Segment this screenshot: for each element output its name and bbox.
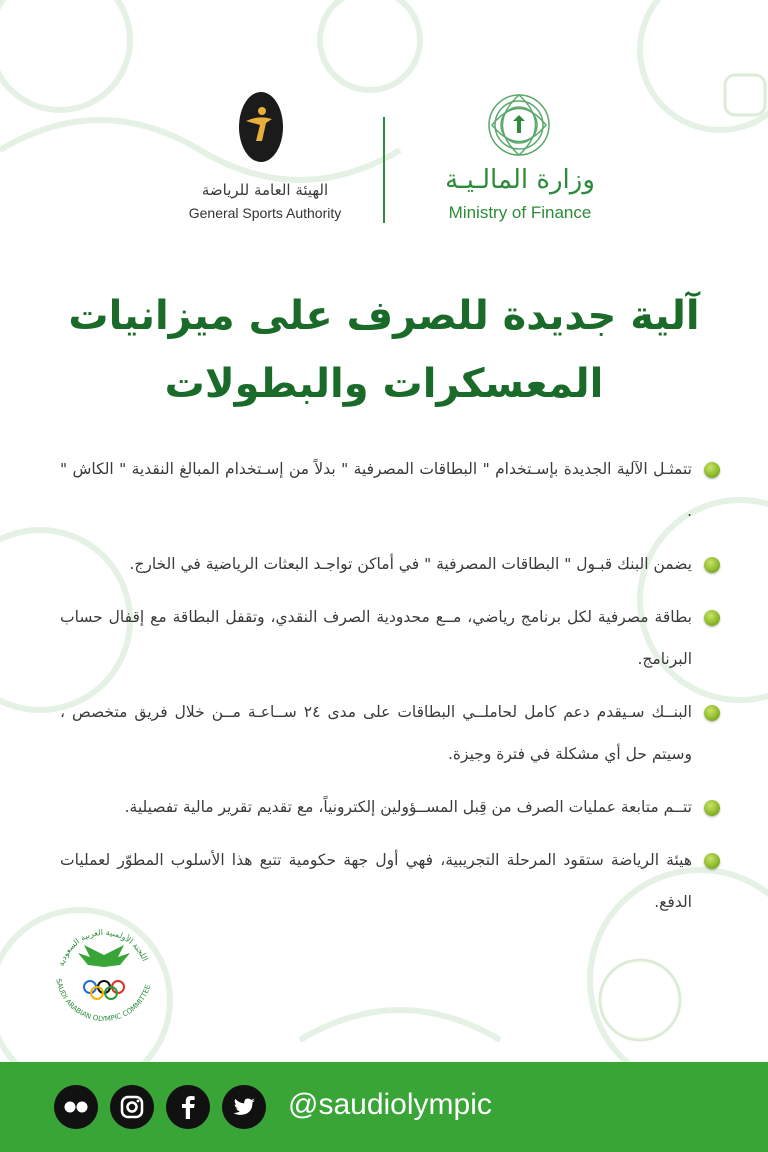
gsa-emblem-icon: [238, 91, 284, 163]
bullet-text: البنــك سـيقدم دعم كامل لحاملــي البطاقات على مدى ٢٤ ســاعـة مــن خلال فريق متخصص ، وسيتم حل أي مشكلة في فترة وجيزة.: [60, 703, 692, 763]
footer-bar: [0, 1062, 768, 1152]
page-title: [30, 282, 738, 418]
svg-text:اللجنة الأولمبية العربية السعو: اللجنة الأولمبية العربية السعودية: [56, 927, 150, 968]
bullet-dot-icon: [704, 705, 720, 721]
list-item: [60, 596, 720, 680]
list-item: [60, 786, 720, 828]
bullet-text: يضمن البنك قبـول " البطاقات المصرفية " في أماكن تواجـد البعثات الرياضية في الخارج.: [129, 555, 692, 573]
flickr-icon[interactable]: [54, 1085, 98, 1129]
header-logos: [0, 85, 768, 235]
bullet-dot-icon: [704, 610, 720, 626]
gsa-logo: [160, 85, 370, 230]
twitter-icon[interactable]: [222, 1085, 266, 1129]
bullet-dot-icon: [704, 800, 720, 816]
list-item: [60, 543, 720, 585]
olympic-committee-logo: [44, 915, 164, 1035]
bullet-dot-icon: [704, 462, 720, 478]
bullet-dot-icon: [704, 853, 720, 869]
bullet-dot-icon: [704, 557, 720, 573]
bullet-text: هيئة الرياضة ستقود المرحلة التجريبية، فهي أول جهة حكومية تتبع هذا الأسلوب المطوّر لعمليات الدفع.: [60, 851, 692, 911]
title-line-2: المعسكرات والبطولات: [164, 361, 604, 407]
mof-name-english: Ministry of Finance: [448, 203, 592, 222]
mof-emblem-icon: [480, 87, 558, 163]
header-divider: [383, 117, 385, 223]
gsa-name-english: General Sports Authority: [188, 205, 342, 221]
mof-name-arabic: وزارة المالـيـة: [445, 165, 595, 195]
list-item: [60, 448, 720, 532]
gsa-name-arabic: الهيئة العامة للرياضة: [201, 181, 329, 199]
bullet-text: تتــم متابعة عمليات الصرف من قِبل المســؤولين إلكترونياً، مع تقديم تقرير مالية تفصيلية.: [124, 798, 692, 816]
list-item: [60, 691, 720, 775]
bullet-list: [60, 448, 720, 934]
bullet-text: بطاقة مصرفية لكل برنامج رياضي، مــع محدودية الصرف النقدي، وتقفل البطاقة مع إقفال حساب البرنامج.: [60, 608, 692, 668]
instagram-icon[interactable]: [110, 1085, 154, 1129]
list-item: [60, 839, 720, 923]
facebook-icon[interactable]: [166, 1085, 210, 1129]
social-handle[interactable]: @saudiolympic: [288, 1088, 492, 1121]
mof-logo: [410, 85, 630, 230]
bullet-text: تتمثـل الآلية الجديدة بإسـتخدام " البطاقات المصرفية " بدلاً من إسـتخدام المبالغ النقدية " الكاش " .: [60, 460, 692, 520]
title-line-1: آلية جديدة للصرف على ميزانيات: [68, 293, 700, 339]
svg-text:SAUDI ARABIAN OLYMPIC COMMITTE: SAUDI ARABIAN OLYMPIC COMMITTEE: [54, 977, 153, 1024]
